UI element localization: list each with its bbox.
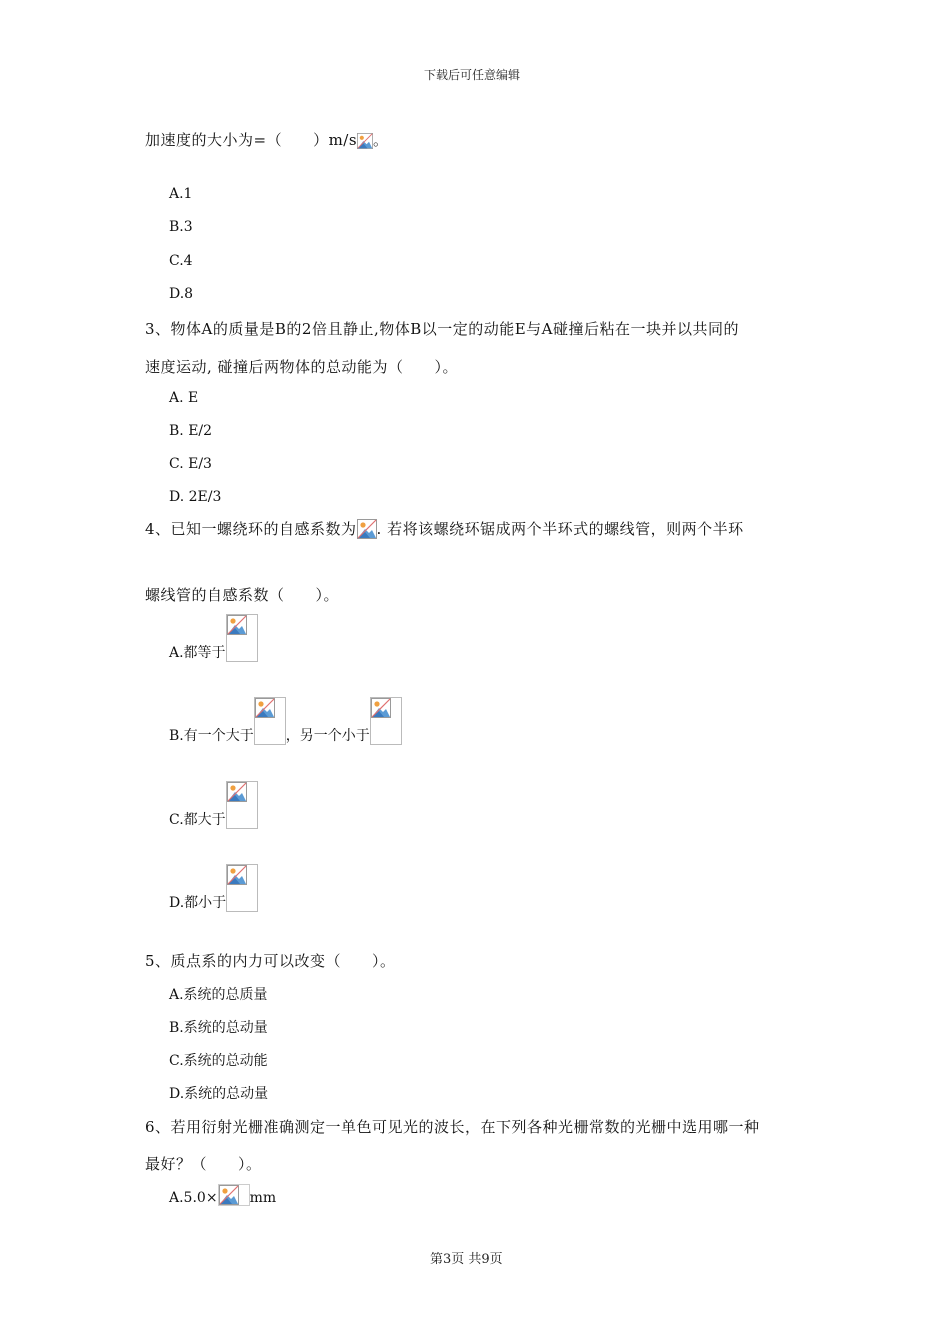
q4-option-a-text: A.都等于	[169, 645, 226, 661]
formula-image	[254, 697, 286, 745]
formula-image	[370, 697, 402, 745]
formula-image	[226, 781, 258, 829]
q2-option-a: A.1	[169, 186, 193, 202]
q3-option-c: C. E/3	[169, 456, 212, 472]
q6-stem-line1: 6、若用衍射光栅准确测定一单色可见光的波长，在下列各种光栅常数的光栅中选用哪一种	[145, 1118, 760, 1136]
q5-option-c: C.系统的总动能	[169, 1053, 268, 1069]
q6-option-a	[169, 1184, 276, 1206]
q4-stem-line2: 螺线管的自感系数（ ）。	[145, 586, 340, 604]
q4-option-d	[169, 864, 258, 912]
q2-stem-end: 。	[373, 131, 389, 149]
exponent-image	[218, 1184, 250, 1206]
formula-image	[226, 614, 258, 662]
q6-stem-line2: 最好？（ ）。	[145, 1155, 262, 1173]
q4-option-c	[169, 781, 258, 829]
q4-stem-text-a: 4、已知一螺绕环的自感系数为	[145, 520, 357, 538]
q2-stem	[145, 129, 389, 150]
q3-option-d: D. 2E/3	[169, 489, 222, 505]
q3-stem-line2: 速度运动, 碰撞后两物体的总动能为（ ）。	[145, 358, 459, 376]
q4-option-b	[169, 697, 402, 745]
q4-option-b-text-2: ，另一个小于	[285, 728, 370, 744]
q4-option-d-text: D.都小于	[169, 895, 227, 911]
q2-option-c: C.4	[169, 253, 193, 269]
q5-option-b: B.系统的总动量	[169, 1020, 268, 1036]
q4-stem-text-b: . 若将该螺绕环锯成两个半环式的螺线管，则两个半环	[376, 520, 744, 538]
q5-option-d: D.系统的总动量	[169, 1086, 269, 1102]
q2-option-d: D.8	[169, 286, 194, 302]
q4-stem-line1	[145, 518, 744, 539]
inductance-symbol-image	[357, 519, 377, 539]
q2-stem-text: 加速度的大小为=（ ）m/s	[145, 131, 358, 149]
q6-option-a-text-1: A.5.0×	[169, 1190, 218, 1206]
q4-option-a	[169, 614, 258, 662]
q5-stem: 5、质点系的内力可以改变（ ）。	[145, 952, 396, 970]
q3-option-a: A. E	[169, 390, 199, 406]
formula-image	[226, 864, 258, 912]
q3-option-b: B. E/2	[169, 423, 213, 439]
page-header: 下载后可任意编辑	[424, 68, 521, 82]
q4-option-c-text: C.都大于	[169, 812, 226, 828]
page-footer: 第3页 共9页	[430, 1252, 503, 1267]
q4-option-b-text-1: B.有一个大于	[169, 728, 254, 744]
unit-superscript-image	[357, 132, 373, 150]
q3-stem-line1: 3、物体A的质量是B的2倍且静止,物体B以一定的动能E与A碰撞后粘在一块并以共同的	[145, 320, 740, 338]
q2-option-b: B.3	[169, 219, 193, 235]
q6-option-a-text-2: mm	[249, 1190, 277, 1206]
q5-option-a: A.系统的总质量	[169, 987, 268, 1003]
